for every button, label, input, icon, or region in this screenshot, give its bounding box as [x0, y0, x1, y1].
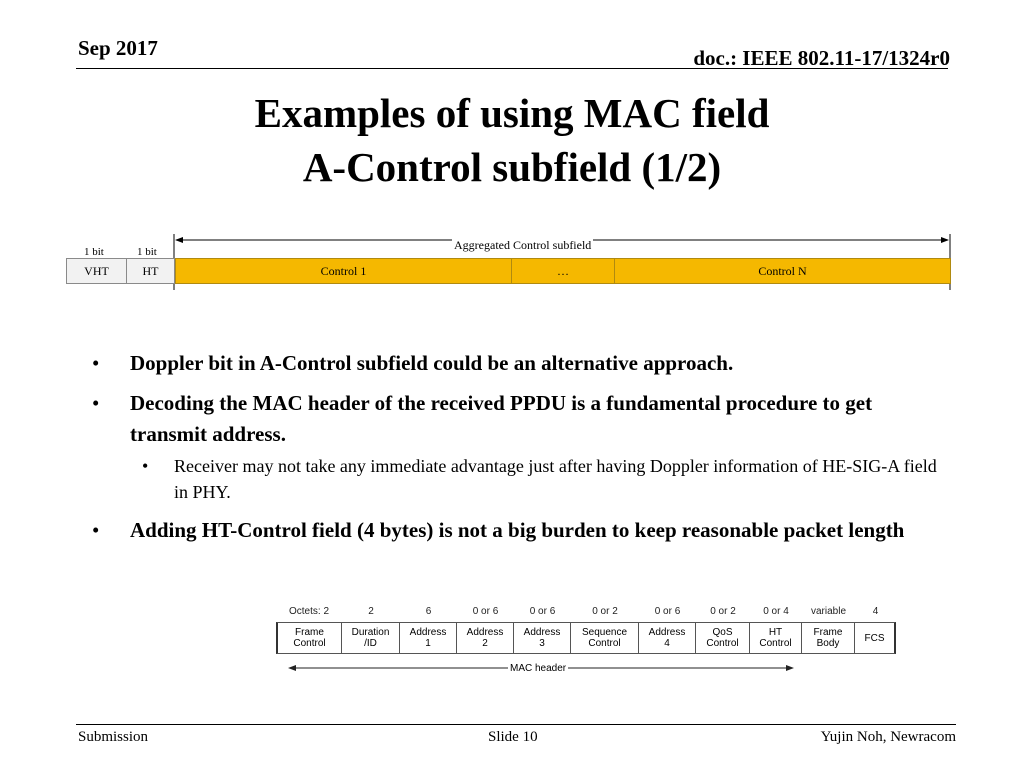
- octet-label: 0 or 4: [763, 606, 789, 617]
- control-1-cell: Control 1: [175, 258, 512, 284]
- bullet-dot-icon: •: [92, 351, 100, 375]
- mac-frame-format: [276, 606, 898, 678]
- title-line-2: A-Control subfield (1/2): [302, 144, 722, 190]
- address-3-field: Address 3: [514, 622, 571, 654]
- octet-label: Octets: 2: [288, 606, 329, 617]
- sequence-control-field: Sequence Control: [571, 622, 639, 654]
- address-4-field: Address 4: [639, 622, 696, 654]
- bullet-dot-icon: •: [142, 456, 149, 476]
- sub-bullet-text: Receiver may not take any immediate advantage just after having Doppler information of HE-SIG-A field in PHY.: [174, 456, 937, 502]
- slide-title: [0, 86, 1024, 194]
- octet-label: 6: [425, 606, 432, 617]
- title-line-1: Examples of using MAC field: [254, 90, 770, 136]
- bullet-item: [86, 388, 946, 450]
- bullet-text: Decoding the MAC header of the received PPDU is a fundamental procedure to get transmit address.: [130, 391, 873, 446]
- bullet-list: [86, 348, 946, 555]
- octet-label: 0 or 6: [529, 606, 556, 617]
- octet-label: 0 or 6: [654, 606, 681, 617]
- sub-bullet-item: [86, 453, 946, 505]
- octet-label: variable: [810, 606, 847, 617]
- bullet-text: Doppler bit in A-Control subfield could be an alternative approach.: [130, 351, 734, 375]
- qos-control-field: QoS Control: [696, 622, 750, 654]
- fcs-field: FCS: [855, 622, 896, 654]
- octet-label: 0 or 2: [710, 606, 736, 617]
- mac-header-label: MAC header: [510, 663, 567, 674]
- octet-label: 0 or 2: [592, 606, 618, 617]
- address-1-field: Address 1: [400, 622, 457, 654]
- slide-number: Slide 10: [488, 729, 538, 745]
- ellipsis-cell: …: [511, 258, 615, 284]
- ht-control-field: HT Control: [750, 622, 802, 654]
- control-n-cell: Control N: [614, 258, 951, 284]
- header-doc-id: doc.: IEEE 802.11-17/1324r0: [693, 46, 950, 70]
- vht-cell: VHT: [66, 258, 127, 284]
- bullet-item: [86, 348, 946, 379]
- bullet-text: Adding HT-Control field (4 bytes) is not a big burden to keep reasonable packet length: [130, 518, 905, 542]
- frame-body-field: Frame Body: [802, 622, 855, 654]
- bullet-item: [86, 515, 946, 546]
- duration-id-field: Duration /ID: [342, 622, 400, 654]
- footer-submission: Submission: [78, 729, 149, 745]
- bullet-dot-icon: •: [92, 391, 100, 415]
- address-2-field: Address 2: [457, 622, 514, 654]
- octet-label: 2: [368, 606, 374, 617]
- aggregated-control-label: Aggregated Control subfield: [454, 238, 592, 252]
- header-divider: [76, 68, 948, 69]
- frame-control-field: Frame Control: [276, 622, 342, 654]
- header-date: Sep 2017: [78, 36, 158, 60]
- footer-divider: [76, 724, 956, 725]
- footer-author: Yujin Noh, Newracom: [820, 729, 956, 745]
- vht-bit-label: 1 bit: [84, 246, 104, 258]
- bullet-dot-icon: •: [92, 518, 100, 542]
- ht-cell: HT: [126, 258, 175, 284]
- octet-label: 4: [872, 606, 879, 617]
- octet-label: 0 or 6: [472, 606, 499, 617]
- ht-bit-label: 1 bit: [137, 246, 157, 258]
